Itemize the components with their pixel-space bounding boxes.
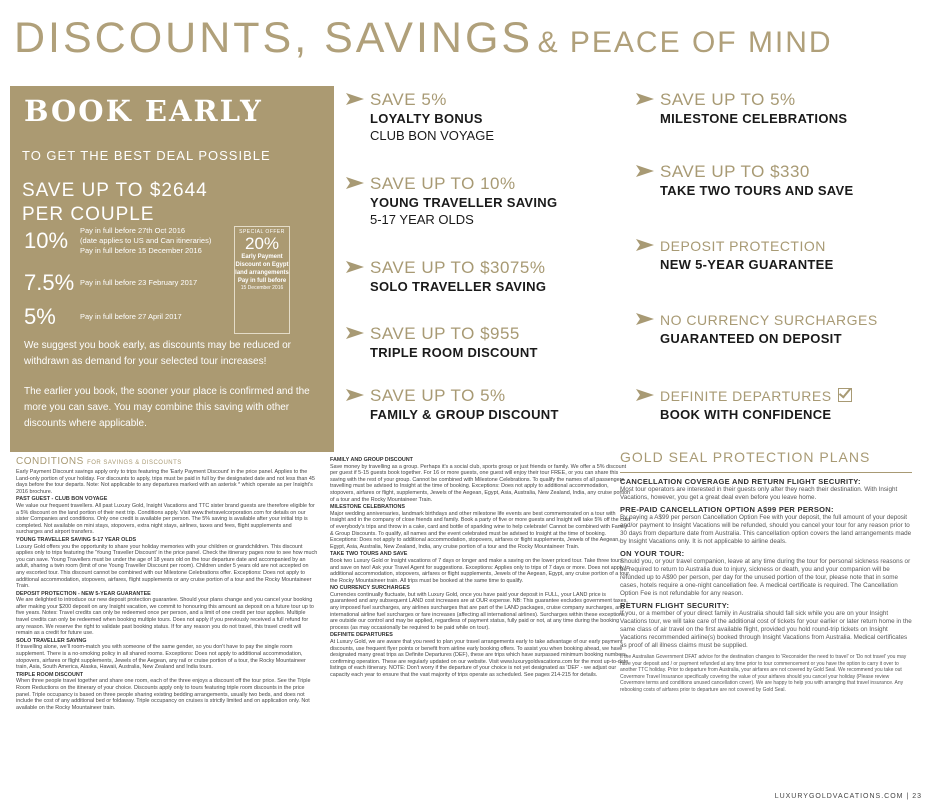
book-early-panel [10, 86, 334, 452]
checkbox-icon [838, 388, 852, 402]
offer-line-1: GUARANTEED ON DEPOSIT [660, 331, 842, 346]
tier-pct: 7.5% [24, 270, 75, 295]
condition-para: When three people travel together and share one room, each of the three enjoys a discount off the tour price. See the Triple Room Reductions on the itinerary of your choice. Discounts apply only to tours featuring triple room discounts in the price panel. Triple occupancy is based on three people sharing existing bedding arrangements, usually two beds, and does not include the cost of any additional bed or foldaway. Triple occupancy on cruises is strictly limited and on application only. Not available on the Rocky Mountaineer train. [16, 678, 311, 711]
arrow-icon [346, 91, 364, 107]
offer-head: SAVE UP TO 10% [370, 174, 516, 193]
arrow-icon [636, 237, 654, 253]
offer-line-1: TRIPLE ROOM DISCOUNT [370, 345, 538, 360]
arrow-icon [346, 387, 364, 403]
condition-para: Book two Luxury Gold or Insight vacations of 7 days or longer and make a saving on the lower priced tour. Take three tours and save on two! Ask your Travel Agent for suggestions. Exceptions: Applies only to trips of 7 days or more. Does not apply to additional accommodation, stopovers, airfares or flight supplements, Jewels of the Aegean, Egypt, any cruise portion of a tour, the Rocky Mountaineer train. All trips must be booked at the same time to qualify. [330, 557, 631, 584]
offer-two-tours [636, 162, 853, 199]
offer-loyalty-bonus [346, 90, 494, 144]
gold-seal-heading: CANCELLATION COVERAGE AND RETURN FLIGHT SECURITY: [620, 477, 861, 486]
conditions-title-sub: FOR SAVINGS & DISCOUNTS [87, 460, 182, 466]
offer-line-1: MILESTONE CELEBRATIONS [660, 111, 848, 126]
offer-family-group [346, 386, 559, 423]
gold-seal-para: Most tour operators are interested in their guests only after they reach their destination. With Insight Vacations, however, you get a great deal even before you leave home. [620, 486, 898, 501]
discount-tier-7-5 [24, 270, 197, 296]
book-early-subtitle: TO GET THE BEST DEAL POSSIBLE [22, 148, 271, 163]
conditions-title [16, 456, 318, 469]
divider [620, 472, 912, 473]
arrow-icon [636, 387, 654, 403]
condition-heading: FAMILY AND GROUP DISCOUNT [330, 457, 413, 463]
conditions-column-1 [16, 456, 318, 794]
offer-line-1: BOOK WITH CONFIDENCE [660, 407, 832, 422]
special-offer-box [234, 226, 290, 334]
special-offer-label: SPECIAL OFFER [239, 229, 285, 235]
arrow-icon [346, 175, 364, 191]
tier-desc-note: (date applies to US and Can itineraries) [80, 236, 212, 245]
offer-head: SAVE UP TO $330 [660, 162, 810, 181]
gold-seal-title: GOLD SEAL PROTECTION PLANS [620, 449, 871, 465]
condition-para: Currencies continually fluctuate, but with Luxury Gold, once you have paid your deposit in FULL, your LAND price is guaranteed and any subsequent LAND cost increases are at OUR expense. NB: This guarantee excludes government taxes, any imposed fuel surcharges, any airlines surcharges that are part of the LAND packages, cruise company surcharges, and international airline fuel surcharges or fare increases (affecting all international airlines). Surcharges within these exceptions are outside our control and may be applied, regardless of payment status, fully paid or not, at any time during the booking process (as may occasionally be required to be paid while on tour). [330, 591, 628, 631]
condition-para: At Luxury Gold, we are aware that you need to plan your travel arrangements early to take advantage of our early payment discounts, use frequent flyer points or benefit from airline early booking offers. To assist you when booking ahead, we have designated many great trips as Definite Departures (DEF), these are trips which have surpassed minimum booking numbers, confirming operation. These are regularly updated on our website. Visit www.luxurygoldvacations.com for the most up-to-date listings of each itinerary. NOTE: Don't worry if the departure of your choice is not yet designated as 'DEF' - we adjust our capacity each year to ensure that the vast majority of trips operate as scheduled. See pages 214-215 for details. [330, 639, 629, 678]
condition-heading: YOUNG TRAVELLER SAVING 5-17 YEAR OLDS [16, 536, 137, 543]
condition-heading: DEPOSIT PROTECTION - NEW 5-YEAR GUARANTEE [16, 590, 151, 597]
tier-desc-alt: Pay in full before 15 December 2016 [80, 246, 202, 255]
arrow-icon [636, 163, 654, 179]
offer-line-2: 5-17 YEAR OLDS [370, 212, 474, 227]
book-early-para-2: The earlier you book, the sooner your place is confirmed and the more you can save. You may combine this saving with other discounts where applicable. [24, 386, 310, 429]
offer-head: SAVE UP TO $955 [370, 324, 520, 343]
offer-line-1: NEW 5-YEAR GUARANTEE [660, 257, 834, 272]
page-title [14, 14, 924, 74]
conditions-title-main: CONDITIONS [16, 456, 84, 467]
tier-desc: Pay in full before 27 April 2017 [80, 312, 182, 321]
condition-heading: TRIPLE ROOM DISCOUNT [16, 671, 84, 678]
offer-line-1: TAKE TWO TOURS AND SAVE [660, 183, 854, 198]
condition-heading: DEFINITE DEPARTURES [330, 632, 393, 639]
gold-seal-heading: RETURN FLIGHT SECURITY: [620, 601, 730, 610]
tier-desc: Pay in full before 23 February 2017 [80, 278, 198, 287]
arrow-icon [636, 311, 654, 327]
gold-seal-heading: ON YOUR TOUR: [620, 549, 685, 558]
condition-para: Luxury Gold offers you the opportunity to share your holiday memories with your children or grandchildren. This discount applies only to trips featuring the 'Young Traveller Discount' in the price panel. Check the itinerary pages now to see how much you can save. Young Travellers must be under the age of 18 years old on the tour departure date and accompanied by an adult, sharing a twin room (limit of one Young Traveller Discount per room). Children under 5 years old are not accepted on any escorted tour. This discount cannot be combined with our Milestone Celebrations offer. Exceptions: Does not apply to additional accommodation, stopovers, airfares, flight supplements or any cruise portion of a tour and the Rocky Mountaineer Train. [16, 543, 318, 590]
save-line-1: SAVE UP TO $2644 [22, 180, 208, 201]
condition-para: If travelling alone, we'll room-match you with someone of the same gender, so you don't have to pay the single room supplement. There is a no-smoking policy in all shared rooms. Exceptions: Does not apply to additional accommodation, stopovers, airfares or flight supplements, Jewels of the Aegean, any rail or cruise portion of a tour, the Rocky Mountaineer train, Asia, South America, Alaska, Hawaii, Australia, New Zealand and India tours. [16, 644, 306, 671]
offer-deposit-protection [636, 236, 834, 273]
footer-site: LUXURYGOLDVACATIONS.COM [774, 793, 904, 800]
condition-heading: TAKE TWO TOURS AND SAVE [330, 551, 408, 558]
offer-milestone [636, 90, 847, 127]
offer-line-2: CLUB BON VOYAGE [370, 128, 495, 143]
condition-para: Major wedding anniversaries, landmark birthdays and other milestone life events are best commemorated on a tour with Insight and in the company of close friends and family. Book a party of five or more guests and Insight will take 5% off the cost of everybody's trips and throw in a cake, card and bottle of sparkling wine to help celebrate! Cannot be combined with Family & Group Discounts. To qualify, all names and the event celebrated must be advised to Insight at the time of booking. Exceptions: Does not apply to additional accommodation, stopovers, airfares or flight supplements, Jewels of the Aegean, Egypt, Asia, Australia, New Zealand, India, any cruise portion of a tour and the Rocky Mountaineer Train. [330, 510, 631, 550]
tier-pct: 5% [24, 304, 56, 329]
condition-heading: PAST GUEST - CLUB BON VOYAGE [16, 496, 108, 503]
gold-seal-para: If you, or a member of your direct family in Australia should fall sick while you are on your Insight Vacations tour, we will take care of the additional cost of tickets for your earlier or later return home in the same class of air travel on the first available flight, provided you hold round-trip tickets on Insight Vacations recommended airline(s) booked through Insight Vacations from Australia. Medical certificates as proof of all illness claims must be supplied. [620, 610, 912, 649]
condition-para: We value our frequent travellers. All past Luxury Gold, Insight Vacations and TTC sister brand guests are therefore eligible for a 5% discount on the land portion of their next trip. Conditions apply. Visit www.thetravelcorporation.com for details on our sister Companies and conditions. Only one credit is available per person. The 5% saving is available after your initial trip is completed. Not available on mini stays, stopovers, extra night stays, airlines, taxes and fees, flight supplements and surcharges and airport transfers. [16, 502, 315, 536]
gold-seal-para: By paying a A$99 per person Cancellation Option Fee with your deposit, the full amount of your deposit and/or payment to Insight Vacations will be refunded, should you cancel your tour for any reason prior to 30 days from departure date from Australia. This cancellation option covers the land arrangements made by Insight Vacations only. It is not applicable to airline deals. [620, 514, 912, 545]
discount-tier-10 [24, 226, 211, 256]
condition-para: We are delighted to introduce our new deposit protection guarantee. Should your plans change and you cancel your booking after making your $200 deposit on any Insight vacation, we commit to honouring this amount as deposit on a future tour up to five years. Notes: Travel credits can only be redeemed once per person, and a limit of one credit per tour applies. Multiple travel credits can only be redeemed when booking multiple tours. Does not apply if you previously received a full refund for any reason. We reserve the right to validate past booking status. If for any reason you do not travel, this travel credit will remain as a credit for future use. [16, 597, 314, 637]
book-early-para-1: We suggest you book early, as discounts may be reduced or withdrawn as demand for your selected tour increases! [24, 340, 291, 367]
gold-seal-para: Should you, or your travel companion, leave at any time during the tour for personal sickness reasons or be required to return to Australia due to injury, sickness or death, you and your companion will be refunded up to A$90 per person, per day for the unused portion of the tour, please note that in some cases, hotels require a one-night cancellation fee. A medical certificate is required. The Cancellation Option Fee is not refundable for any reason. [620, 558, 911, 597]
conditions-column-2 [330, 456, 632, 794]
offer-definite-departures [636, 386, 852, 423]
offer-no-currency-surcharges [636, 310, 878, 347]
tier-desc: Pay in full before 27th Oct 2016 [80, 226, 186, 235]
page-footer [775, 793, 922, 800]
footer-separator: | [906, 793, 913, 800]
special-offer-desc: Early Payment Discount on Egypt land arrangements Pay in full before [235, 254, 289, 284]
page-title-main: DISCOUNTS, SAVINGS [14, 14, 534, 62]
special-offer-date: 15 December 2016 [240, 285, 284, 291]
conditions-section [16, 456, 632, 796]
condition-heading: SOLO TRAVELLER SAVING [16, 637, 87, 644]
condition-heading: MILESTONE CELEBRATIONS [330, 504, 405, 511]
tier-pct: 10% [24, 228, 69, 253]
condition-para: Save money by travelling as a group. Perhaps it's a social club, sports group or just friends or family. We offer a 5% discount per guest if 5-15 guests book together. For 16 or more guests, one guest will enjoy their tour FREE, or you can share this saving with the rest of your group. Cannot be combined with Milestone Celebrations. To qualify the names of all passengers travelling must be advised to Insight at the time of booking. Exceptions: Does not apply to additional accommodation, stopovers, airfares or flight, supplements, Jewels of the Aegean, Egypt, Asia, Australia, New Zealand, India, any cruise portion of a tour and the Rocky Mountaineer Train. [330, 463, 630, 503]
arrow-icon [346, 259, 364, 275]
special-offer-pct: 20% [244, 234, 280, 253]
offer-head: SAVE UP TO 5% [660, 90, 796, 109]
offer-young-traveller [346, 174, 557, 228]
offer-line-1: FAMILY & GROUP DISCOUNT [370, 407, 559, 422]
book-early-title: BOOK EARLY [24, 94, 263, 128]
offer-head: DEPOSIT PROTECTION [660, 238, 826, 254]
offer-triple-room [346, 324, 538, 361]
gold-seal-heading: PRE-PAID CANCELLATION OPTION A$99 PER PERSON: [620, 505, 834, 514]
offer-line-1: LOYALTY BONUS [370, 111, 483, 126]
condition-heading: NO CURRENCY SURCHARGES [330, 585, 410, 592]
gold-seal-fineprint: If the Australian Government DFAT advice for the destination changes to 'Reconsider the need to travel' or 'Do not travel' you may have your deposit and / or payment refunded at any time prior to tour commencement or you have the option to carry it over to another TTC holiday. Prior to departure from Australia, your airfares are not covered by Gold Seal. We recommend you take out Covermore Travel Insurance specifically covering the value of your airfares should you cancel your holiday (Please review Covermore terms and conditions unused cancellation cover). We are happy to help you with arranging that travel insurance. Any rebooking costs of airfares prior to departure are not covered by Gold Seal. [620, 654, 907, 693]
offer-line-1: YOUNG TRAVELLER SAVING [370, 195, 558, 210]
offer-line-1: SOLO TRAVELLER SAVING [370, 279, 547, 294]
offer-solo-traveller [346, 258, 546, 295]
arrow-icon [636, 91, 654, 107]
book-early-save [22, 179, 324, 227]
page-title-tail: & PEACE OF MIND [537, 26, 833, 59]
page-number: 23 [912, 793, 922, 800]
save-line-2: PER COUPLE [22, 204, 155, 225]
condition-para: Early Payment Discount savings apply only to trips featuring the 'Early Payment Discount' in the price panel. Applies to the Land-only portion of your holiday. For discounts to apply, trips must be paid in full by the designated date and not less than 45 days before the tour departs. Note: Not applicable to any departures marked with an asterisk * which operate as per Insight's 2016 brochure. [16, 469, 315, 495]
offer-head: NO CURRENCY SURCHARGES [660, 312, 878, 328]
gold-seal-section [620, 448, 912, 693]
offer-head: SAVE UP TO $3075% [370, 258, 546, 277]
arrow-icon [346, 325, 364, 341]
discount-tier-5 [24, 304, 182, 330]
offer-head: SAVE 5% [370, 90, 447, 109]
offer-head: SAVE UP TO 5% [370, 386, 506, 405]
offer-head: DEFINITE DEPARTURES [660, 388, 832, 404]
